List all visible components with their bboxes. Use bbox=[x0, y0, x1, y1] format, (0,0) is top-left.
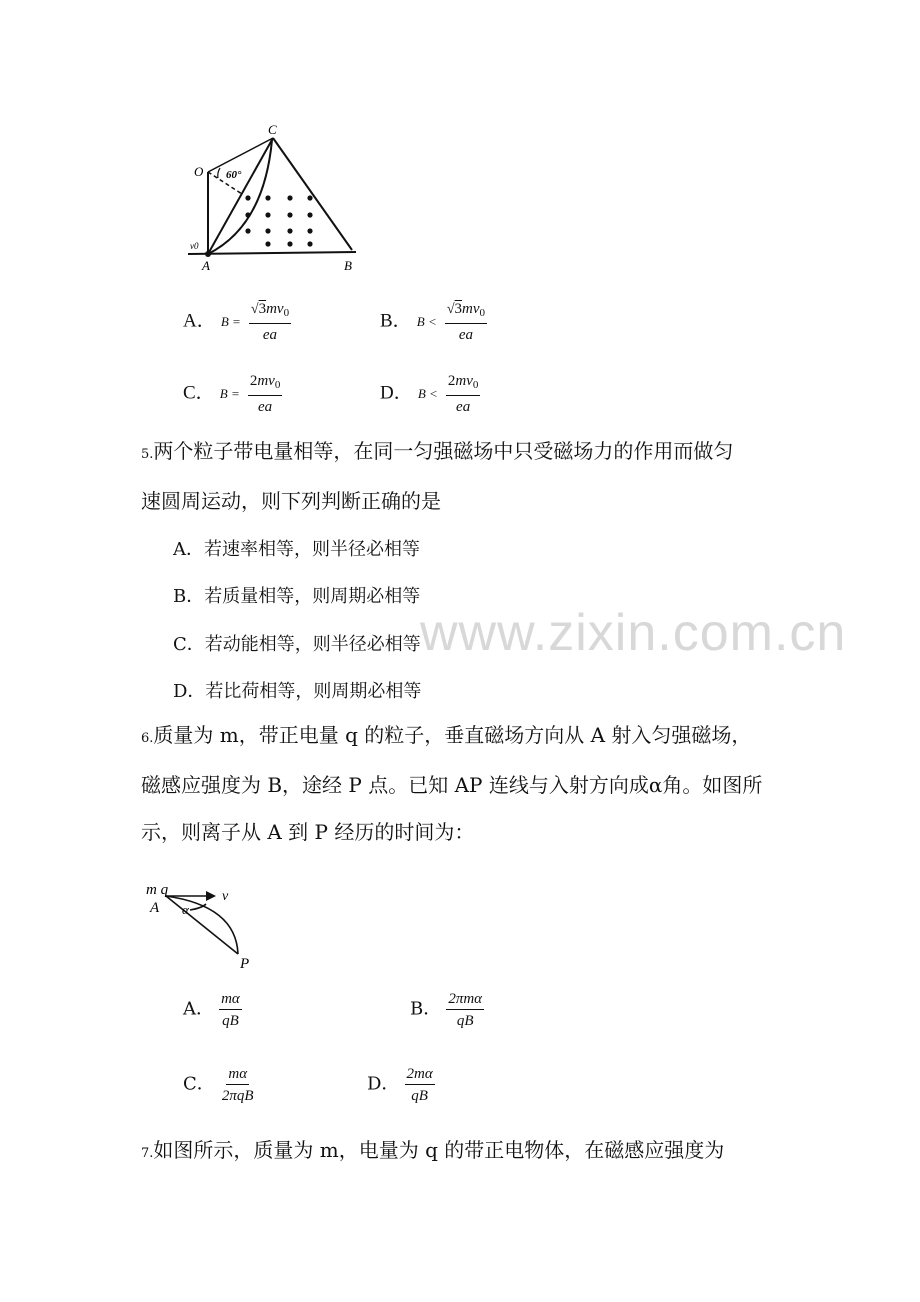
q5-option-a: A．若速率相等，则半径必相等 bbox=[173, 539, 420, 560]
q5-option-b: B．若质量相等，则周期必相等 bbox=[173, 586, 421, 607]
q5-stem-line2: 速圆周运动，则下列判断正确的是 bbox=[141, 489, 441, 513]
label-b: B bbox=[344, 258, 352, 273]
watermark: www.zixin.com.cn bbox=[420, 604, 847, 662]
q7-stem bbox=[141, 1127, 801, 1177]
q6-stem-line2: 磁感应强度为 B，途经 P 点。已知 AP 连线与入射方向成α角。如图所 bbox=[141, 773, 763, 797]
q5-stem bbox=[141, 428, 801, 525]
q7-number: 7. bbox=[141, 1146, 154, 1161]
q5-option-d: D．若比荷相等，则周期必相等 bbox=[173, 681, 422, 702]
label-angle: 60° bbox=[226, 169, 242, 181]
q6-option-d: D． $\frac{2m\alpha}{qB}$ bbox=[367, 1066, 433, 1104]
q7-stem-line1: 如图所示，质量为 m，电量为 q 的带正电物体，在磁感应强度为 bbox=[153, 1138, 725, 1162]
q5-option-c: C．若动能相等，则半径必相等 bbox=[173, 634, 421, 655]
q4-option-b: B． B < $\frac{√3mv_0}{ea}$ bbox=[380, 301, 486, 343]
q4-option-c: C． B = $\frac{2mv_0}{ea}$ bbox=[183, 373, 281, 415]
q5-number: 5. bbox=[141, 447, 154, 462]
q4-option-a: A． B = $\frac{√3mv_0}{ea}$ bbox=[183, 301, 290, 343]
label-v0: v0 bbox=[190, 241, 199, 251]
label-a: A bbox=[150, 900, 160, 916]
q6-option-c: C． $\frac{m\alpha}{\text{2πqB}}$ bbox=[183, 1066, 254, 1104]
label-p: P bbox=[240, 956, 250, 970]
q6-arc-figure bbox=[144, 876, 274, 970]
q4-triangle-figure bbox=[180, 118, 370, 276]
q6-stem-line1: 质量为 m，带正电量 q 的粒子，垂直磁场方向从 A 射入匀强磁场， bbox=[153, 723, 752, 747]
q6-stem-line3: 示，则离子从 A 到 P 经历的时间为： bbox=[141, 820, 475, 844]
label-mq: m q bbox=[146, 882, 169, 898]
label-o: O bbox=[194, 164, 204, 179]
q6-option-a: A． $\frac{m\alpha}{qB}$ bbox=[183, 991, 240, 1029]
q4-option-d: D． B < $\frac{2mv_0}{ea}$ bbox=[380, 373, 479, 415]
label-alpha: α bbox=[182, 902, 189, 917]
q6-option-b: B． $\frac{\text{2πmα}}{qB}$ bbox=[410, 991, 483, 1029]
q6-number: 6. bbox=[141, 731, 154, 746]
q6-stem bbox=[141, 712, 801, 856]
label-a: A bbox=[202, 258, 210, 273]
label-v: v bbox=[222, 889, 229, 904]
q5-stem-line1: 两个粒子带电量相等，在同一匀强磁场中只受磁场力的作用而做匀 bbox=[153, 439, 734, 463]
label-c: C bbox=[268, 122, 277, 137]
